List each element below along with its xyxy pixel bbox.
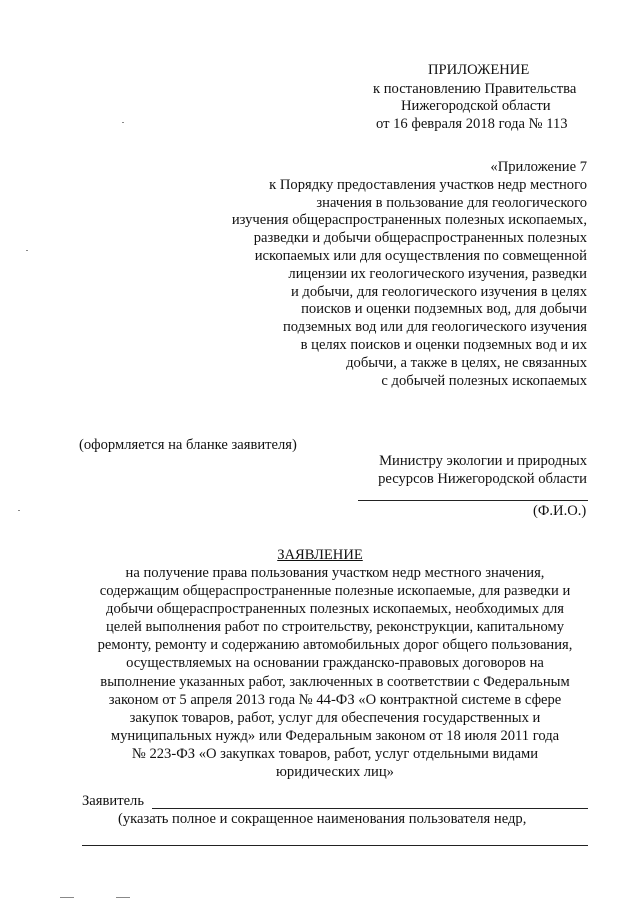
statement-title: ЗАЯВЛЕНИЕ [277,547,363,563]
applicant-name-field[interactable] [152,808,588,809]
addressee-block [267,452,587,488]
statement-line: на получение права пользования участком недр местного значения, [125,565,545,581]
addressee-line: Министру экологии и природных [379,453,587,469]
statement-line: муниципальных нужд» или Федеральным законом от 18 июля 2011 года [110,727,560,744]
appendix7-line: с добычей полезных ископаемых [381,372,587,389]
appendix7-line: в целях поисков и оценки подземных вод и их [300,336,587,353]
statement-line: закупок товаров, работ, услуг для обеспечения государственных и [129,709,541,726]
appendix-ref-line-3: от 16 февраля 2018 года № 113 [376,116,568,132]
statement-line: законом от 5 апреля 2013 года № 44-ФЗ «О контрактной системе в сфере [108,691,562,708]
statement-body [70,564,600,781]
scan-speck [26,250,28,251]
applicant-name-field-line-2[interactable] [82,845,588,846]
appendix7-line: значения в пользование для геологического [316,194,587,211]
statement-line: содержащим общераспространенные полезные ископаемые, для разведки и [99,583,571,600]
appendix7-line: и добычи, для геологического изучения в целях [290,283,587,300]
statement-line: юридических лиц» [276,764,394,781]
fio-label: (Ф.И.О.) [533,503,587,519]
blank-note: (оформляется на бланке заявителя) [79,437,297,453]
scan-speck [60,897,74,898]
appendix7-line: добычи, а также в целях, не связанных [346,354,587,371]
appendix-ref-line-2: Нижегородской области [401,98,551,114]
statement-line: осуществляемых на основании гражданско-правовых договоров на [126,655,544,672]
appendix7-line: ископаемых или для осуществления по совмещенной [254,247,587,264]
appendix7-line: изучения общераспространенных полезных ископаемых, [231,212,587,229]
appendix7-block [167,159,587,390]
scan-speck [18,510,20,511]
appendix-title: ПРИЛОЖЕНИЕ [428,62,530,78]
statement-line: добычи общераспространенных полезных ископаемых, необходимых для [106,601,564,618]
appendix7-line: подземных вод или для геологического изучения [282,319,587,336]
appendix7-line: разведки и добычи общераспространенных полезных [253,230,587,247]
appendix7-line: поисков и оценки подземных вод, для добычи [301,301,587,318]
statement-line: ремонту, ремонту и содержанию автомобильных дорог общего пользования, [97,637,573,654]
applicant-hint: (указать полное и сокращенное наименования пользователя недр, [118,811,527,827]
appendix7-line: «Приложение 7 [490,159,587,175]
statement-line: № 223-ФЗ «О закупках товаров, работ, услуг отдельными видами [131,745,539,762]
statement-line: целей выполнения работ по строительству, реконструкции, капитальному [105,619,565,636]
appendix-ref-line-1: к постановлению Правительства [373,81,577,97]
scan-speck [116,897,130,898]
addressee-line: ресурсов Нижегородской области [378,471,587,487]
statement-line: выполнение указанных работ, заключенных в соответствии с Федеральным [100,673,570,690]
appendix7-line: лицензии их геологического изучения, разведки [288,265,587,282]
appendix7-line: к Порядку предоставления участков недр местного [269,176,587,193]
scan-speck [122,122,124,123]
applicant-label: Заявитель [82,793,144,809]
fio-underline [358,500,588,501]
